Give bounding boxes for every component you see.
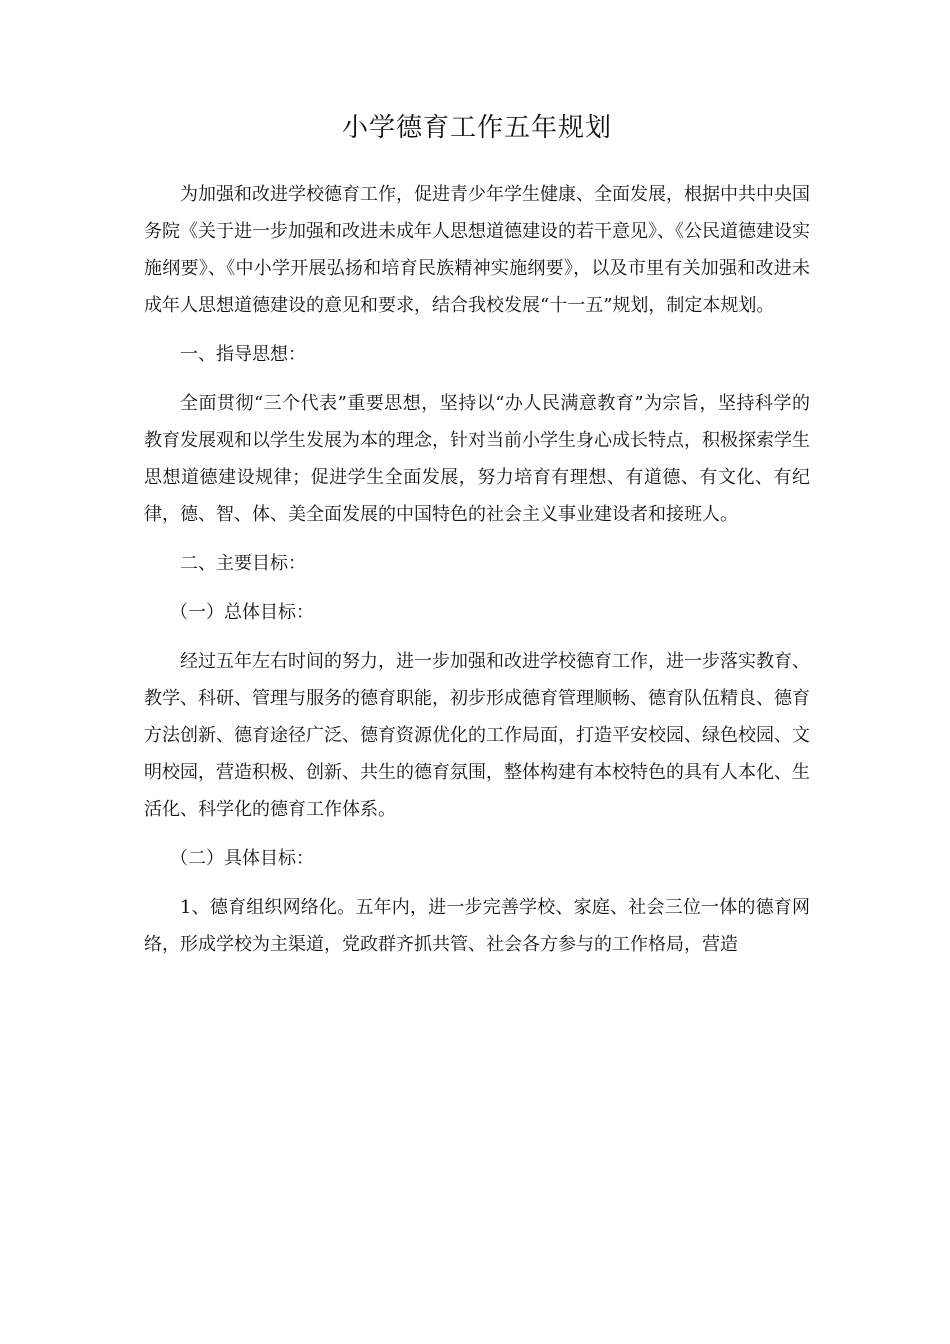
heading-main-goals: 二、主要目标：	[180, 553, 306, 574]
heading-overall-goal: （一）总体目标：	[170, 602, 314, 623]
heading-specific-goals: （二）具体目标：	[170, 848, 314, 869]
paragraph-guiding-ideology: 全面贯彻“三个代表”重要思想，坚持以“办人民满意教育”为宗旨，坚持科学的教育发展观和以学生发展为本的理念，针对当前小学生身心成长特点，积极探索学生思想道德建设规律；促进学生全面发展，努力培育有理想、有道德、有文化、有纪律，德、智、体、美全面发展的中国特色的社会主义事业建设者和接班人。	[144, 393, 810, 525]
document-body	[144, 176, 810, 975]
document-title: 小学德育工作五年规划	[341, 113, 612, 143]
heading-guiding-ideology: 一、指导思想：	[180, 344, 306, 365]
paragraph-overall-goal: 经过五年左右时间的努力，进一步加强和改进学校德育工作，进一步落实教育、教学、科研、管理与服务的德育职能，初步形成德育管理顺畅、德育队伍精良、德育方法创新、德育途径广泛、德育资源优化的工作局面，打造平安校园、绿色校园、文明校园，营造积极、创新、共生的德育氛围，整体构建有本校特色的具有人本化、生活化、科学化的德育工作体系。	[144, 651, 810, 820]
paragraph-specific-goal-1: 1、德育组织网络化。五年内，进一步完善学校、家庭、社会三位一体的德育网络，形成学校为主渠道，党政群齐抓共管、社会各方参与的工作格局，营造	[144, 897, 810, 955]
paragraph-intro: 为加强和改进学校德育工作，促进青少年学生健康、全面发展，根据中共中央国务院《关于进一步加强和改进未成年人思想道德建设的若干意见》、《公民道德建设实施纲要》、《中小学开展弘扬和培育民族精神实施纲要》，以及市里有关加强和改进未成年人思想道德建设的意见和要求，结合我校发展“十一五”规划，制定本规划。	[144, 184, 810, 316]
